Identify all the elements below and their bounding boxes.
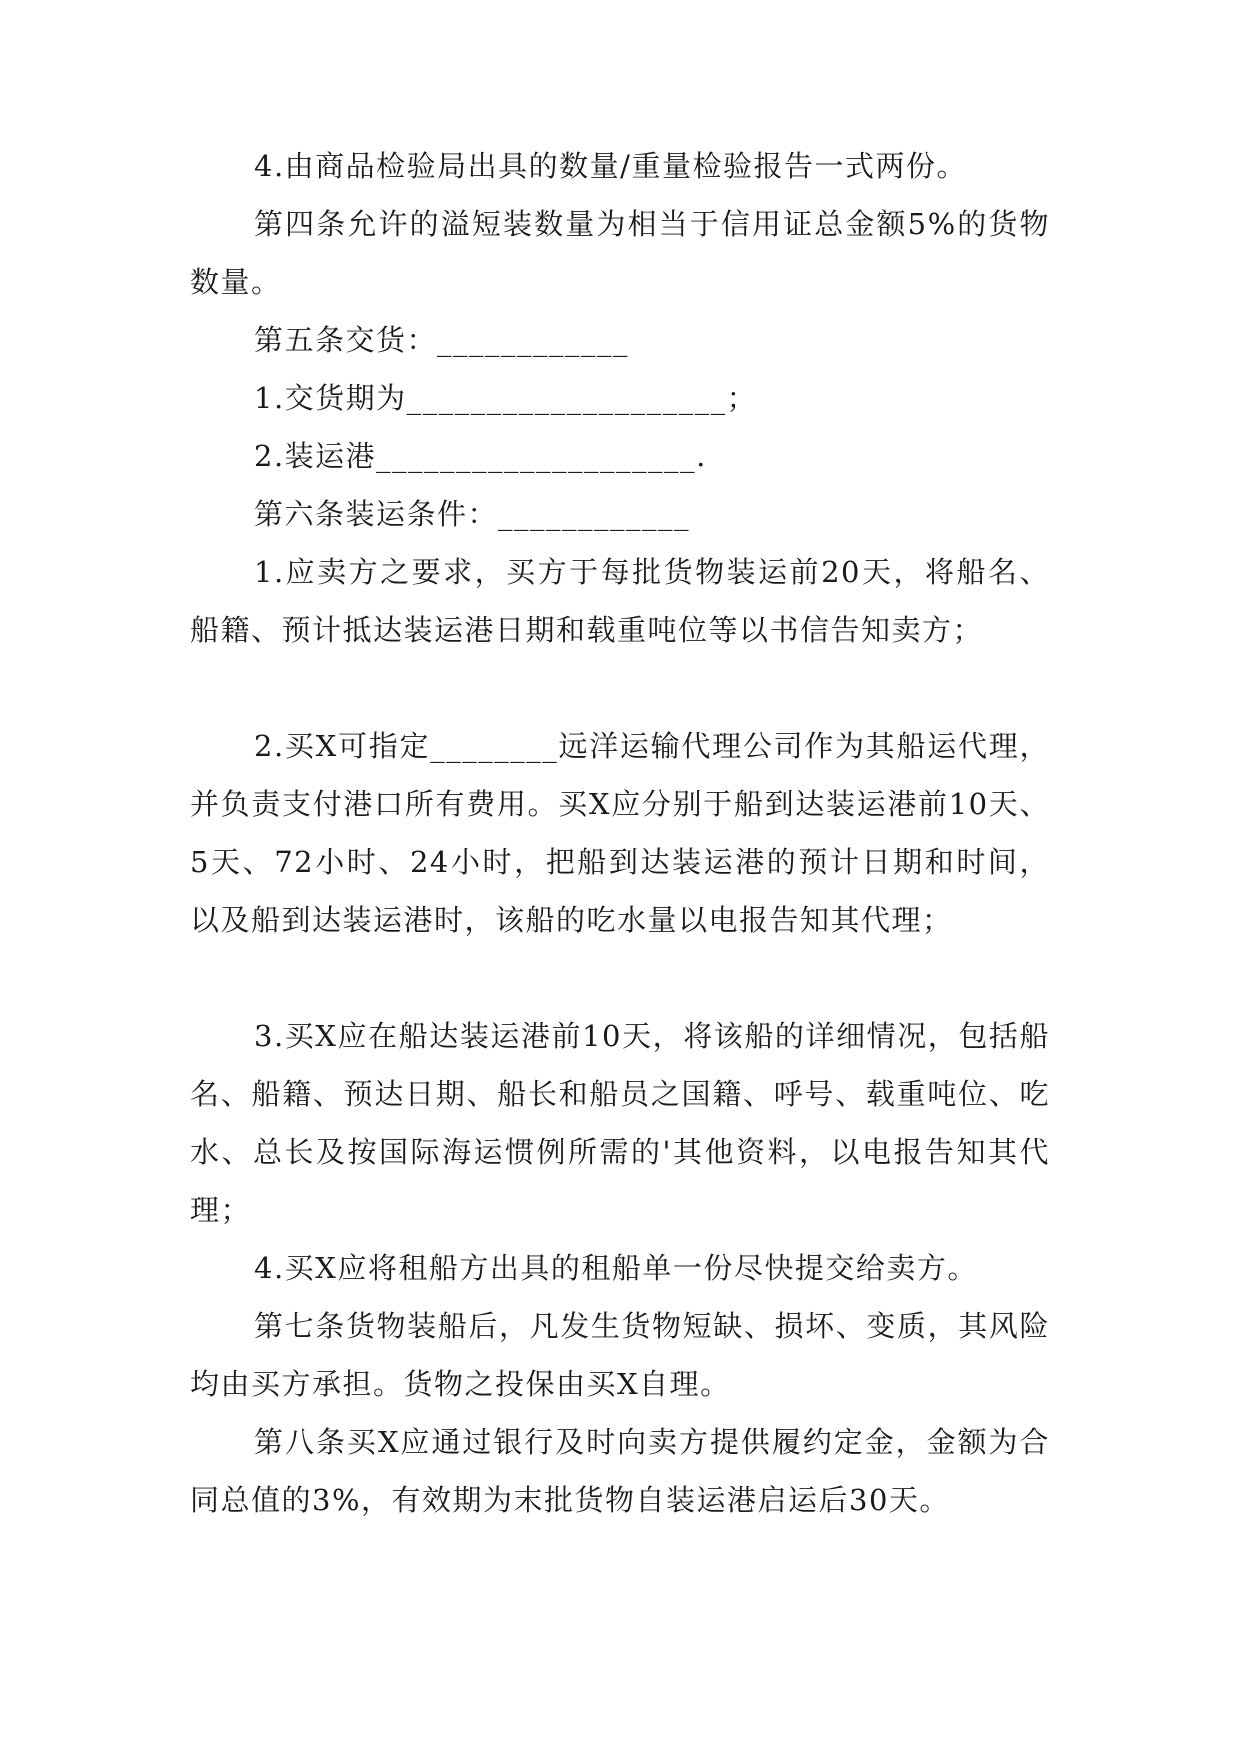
paragraph-loading-port: 2.装运港____________________. [254, 439, 707, 473]
paragraph-article-7: 第七条货物装船后，凡发生货物短缺、损坏、变质，其风险均由买方承担。货物之投保由买X自理。 [190, 1309, 1050, 1401]
paragraph-delivery-period: 1.交货期为____________________； [254, 381, 758, 415]
paragraph-article-6: 第六条装运条件：____________ [254, 497, 691, 531]
paragraph-article-4: 第四条允许的溢短装数量为相当于信用证总金额5%的货物数量。 [190, 207, 1050, 299]
paragraph-vessel-details: 3.买X应在船达装运港前10天，将该船的详细情况，包括船名、船籍、预达日期、船长和船员之国籍、呼号、载重吨位、吃水、总长及按国际海运惯例所需的'其他资料，以电报告知其代理； [190, 1019, 1050, 1227]
paragraph-inspection-report: 4.由商品检验局出具的数量/重量检验报告一式两份。 [254, 149, 967, 183]
paragraph-article-5: 第五条交货：____________ [254, 323, 630, 357]
paragraph-charter-party: 4.买X应将租船方出具的租船单一份尽快提交给卖方。 [254, 1251, 978, 1285]
paragraph-shipping-notice: 1.应卖方之要求，买方于每批货物装运前20天，将船名、船籍、预计抵达装运港日期和载重吨位等以书信告知卖方； [190, 555, 1050, 647]
paragraph-article-8: 第八条买X应通过银行及时向卖方提供履约定金，金额为合同总值的3%，有效期为末批货物自装运港启运后30天。 [190, 1425, 1050, 1517]
paragraph-shipping-agent: 2.买X可指定________远洋运输代理公司作为其船运代理，并负责支付港口所有费用。买X应分别于船到达装运港前10天、5天、72小时、24小时，把船到达装运港的预计日期和时间，以及船到达装运港时，该船的吃水量以电报告知其代理； [190, 729, 1050, 937]
